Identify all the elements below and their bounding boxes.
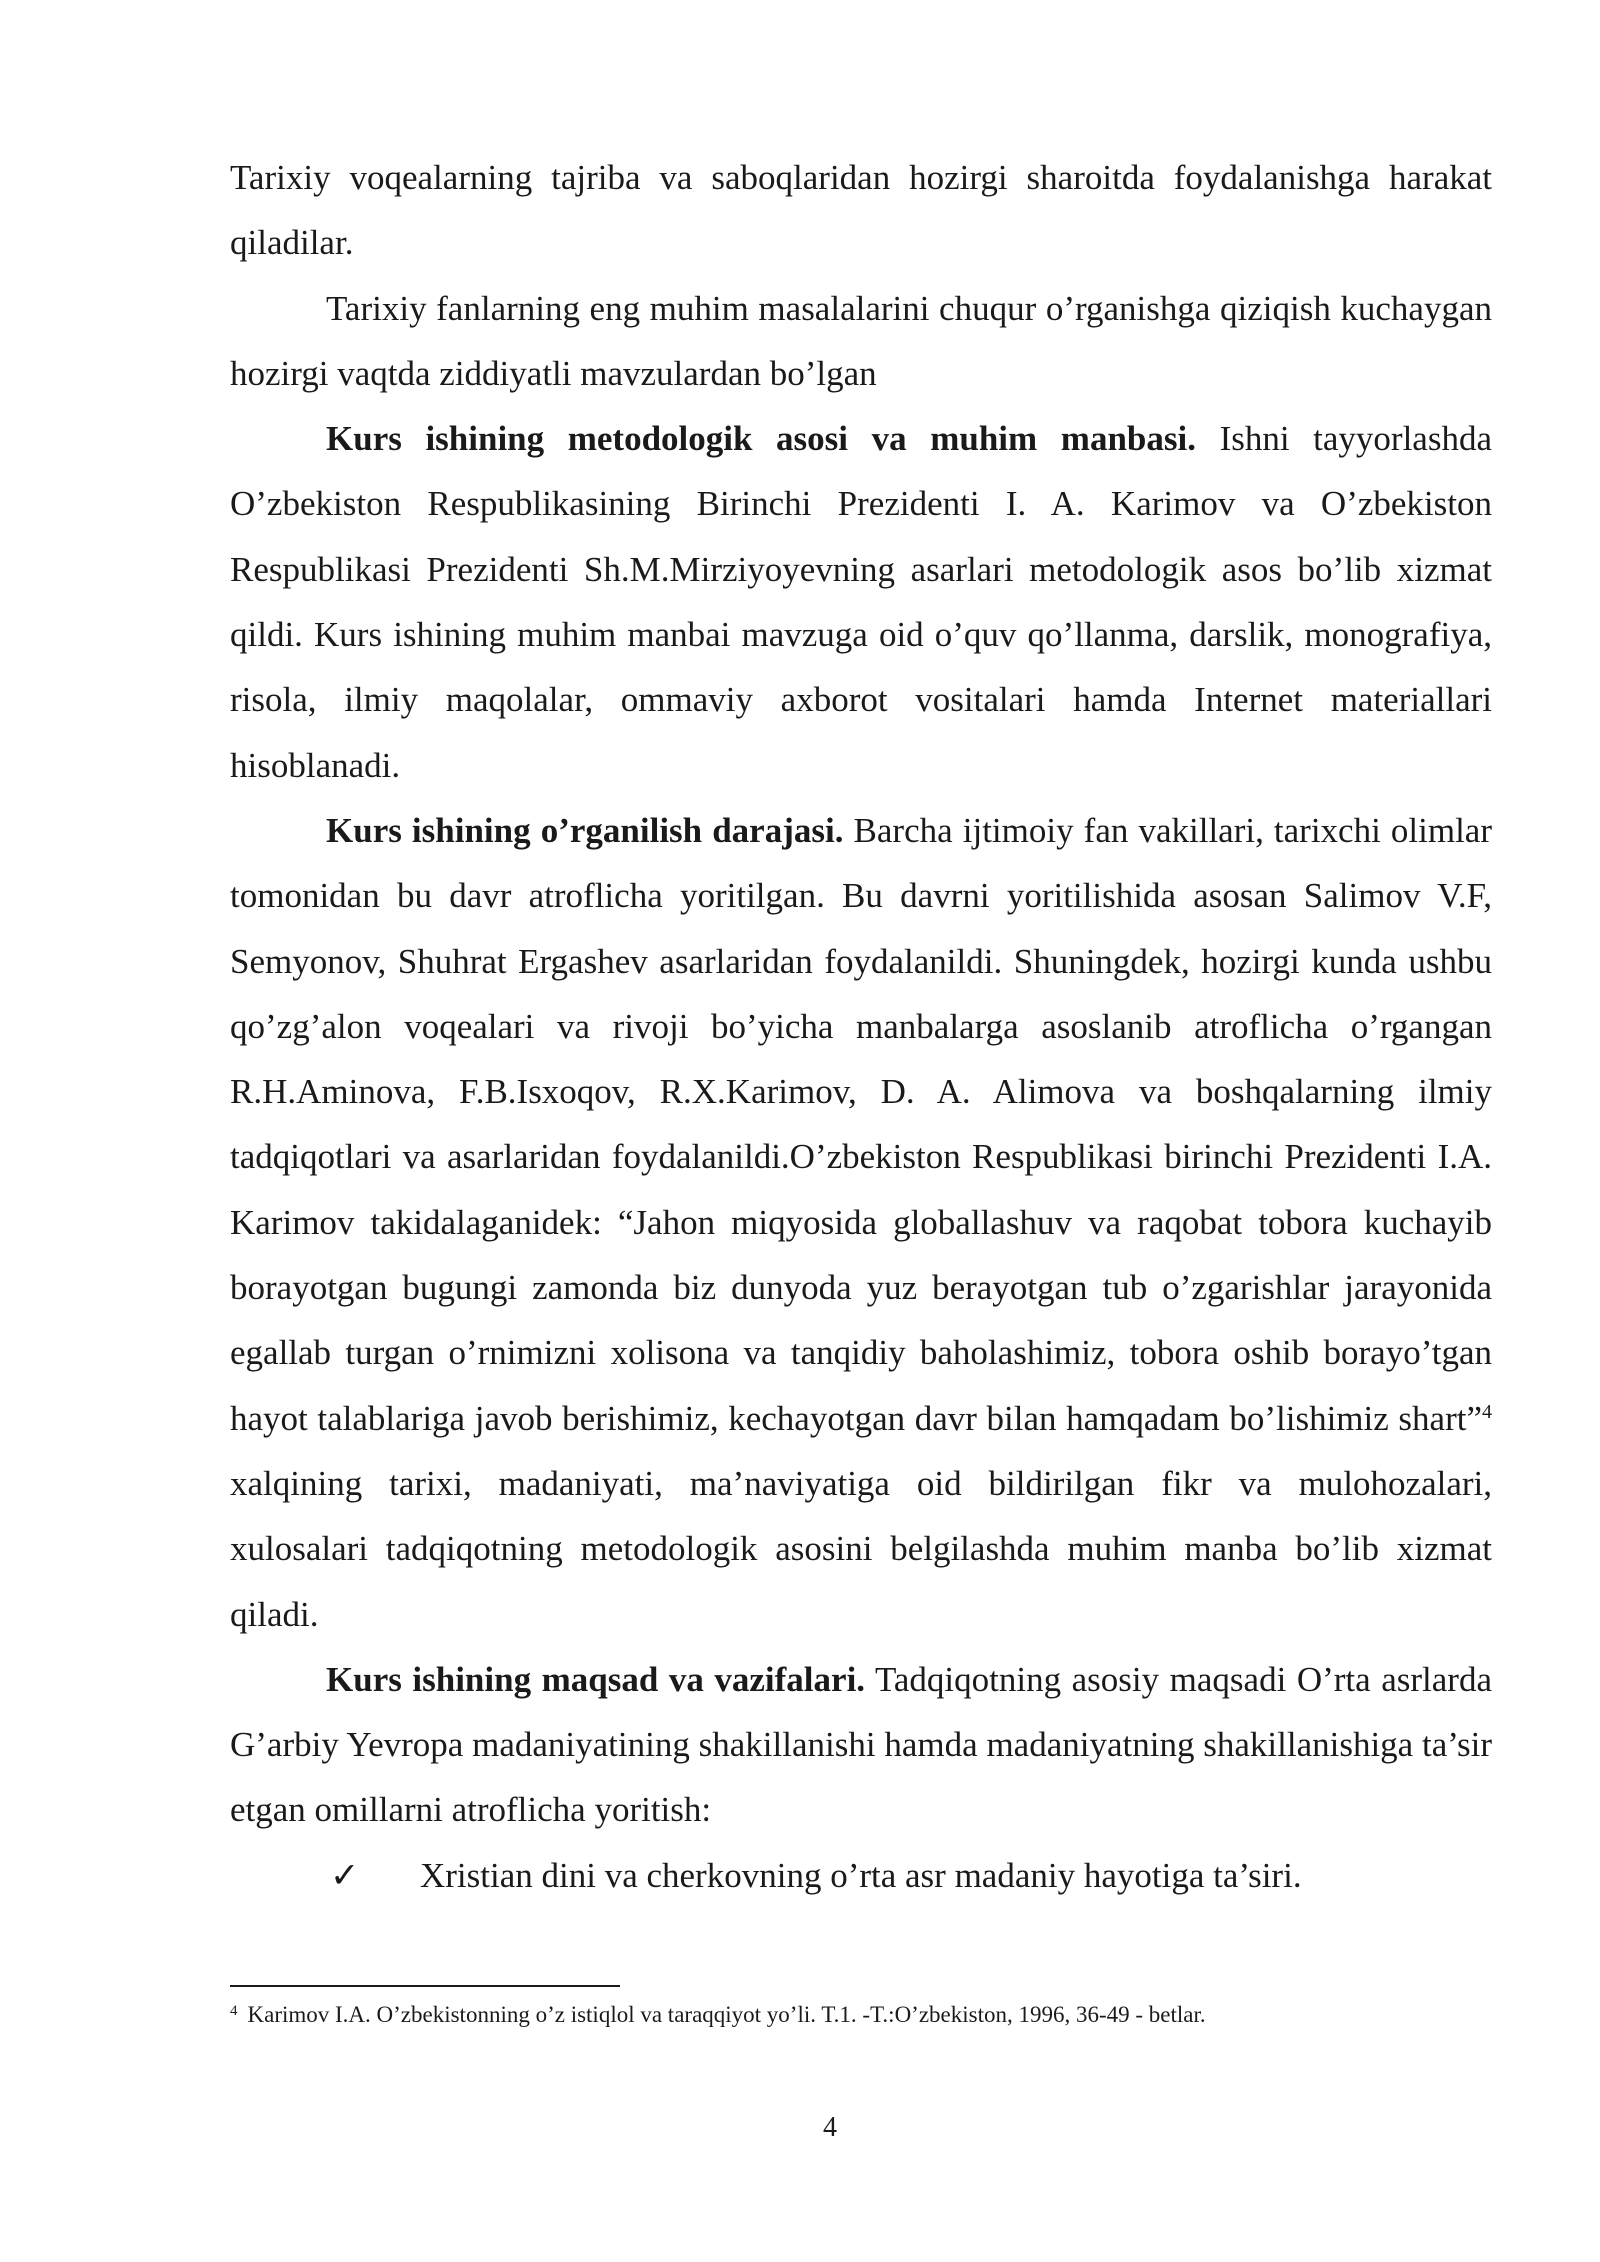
paragraph-study-level xyxy=(230,798,1492,1647)
list-item-text: Xristian dini va cherkovning o’rta asr madaniy hayotiga ta’siri. xyxy=(420,1855,1302,1895)
footnote-divider xyxy=(230,1985,620,1987)
footnote xyxy=(230,2000,1492,2030)
heading-goals: Kurs ishining maqsad va vazifalari. xyxy=(326,1659,866,1699)
goals-text: Tadqiqotning asosiy maqsadi O’rta asrlarda G’arbiy Yevropa madaniyatining shakillanishi hamda madaniyatning shakillanishiga ta’sir etgan omillarni atroflicha yoritish: xyxy=(230,1659,1492,1830)
heading-study-level: Kurs ishining o’rganilish darajasi. xyxy=(326,810,844,850)
paragraph-goals xyxy=(230,1647,1492,1843)
study-level-text-continued: xalqining tarixi, madaniyati, ma’naviyatiga oid bildirilgan fikr va mulohozalari, xulosalari tadqiqotning metodologik asosini belgilashda muhim manba bo’lib xizmat qiladi. xyxy=(230,1463,1492,1634)
footnote-number: 4 xyxy=(230,2003,238,2019)
page-number: 4 xyxy=(823,2112,837,2143)
heading-methodology: Kurs ishining metodologik asosi va muhim manbasi. xyxy=(326,419,1196,459)
list-item xyxy=(230,1843,1492,1908)
paragraph-2: Tarixiy fanlarning eng muhim masalalarini chuqur o’rganishga qiziqish kuchaygan hozirgi vaqtda ziddiyatli mavzulardan bo’lgan xyxy=(230,288,1492,393)
page-body xyxy=(230,145,1492,1908)
study-level-text: Barcha ijtimoiy fan vakillari, tarixchi olimlar tomonidan bu davr atroflicha yoritilgan. Bu davrni yoritilishida asosan Salimov V.F, Semyonov, Shuhrat Ergashev asarlaridan foydalanildi. Shuningdek, hozirgi kunda ushbu qo’zg’alon voqealari va rivoji bo’yicha manbalarga asoslanib atroflicha o’rgangan R.H.Aminova, F.B.Isxoqov, R.X.Karimov, D. A. Alimova va boshqalarning ilmiy tadqiqotlari va asarlaridan foydalanildi.O’zbekiston Respublikasi birinchi Prezidenti I.A. Karimov takidalaganidek: “Jahon miqyosida globallashuv va raqobat tobora kuchayib borayotgan bugungi zamonda biz dunyoda yuz berayotgan tub o’zgarishlar jarayonida egallab turgan o’rnimizni xolisona va tanqidiy baholashimiz, tobora oshib borayo’tgan hayot talablariga javob berishimiz, kechayotgan davr bilan hamqadam bo’lishimiz shart” xyxy=(230,810,1492,1438)
footnote-reference[interactable]: 4 xyxy=(1482,1400,1492,1423)
checkmark-icon: ✓ xyxy=(330,1855,360,1895)
paragraph-methodology xyxy=(230,406,1492,798)
methodology-text: Ishni tayyorlashda O’zbekiston Respublikasining Birinchi Prezidenti I. A. Karimov va O’zbekiston Respublikasi Prezidenti Sh.M.Mirziyoyevning asarlari metodologik asos bo’lib xizmat qildi. Kurs ishining muhim manbai mavzuga oid o’quv qo’llanma, darslik, monografiya, risola, ilmiy maqolalar, ommaviy axborot vositalari hamda Internet materiallari hisoblanadi. xyxy=(230,419,1492,785)
footnote-text: Karimov I.A. O’zbekistonning o’z istiqlol va taraqqiyot yo’li. T.1. -T.:O’zbekiston, 1996, 36-49 - betlar. xyxy=(247,2002,1206,2027)
paragraph-1: Tarixiy voqealarning tajriba va saboqlaridan hozirgi sharoitda foydalanishga harakat qiladilar. xyxy=(230,158,1492,263)
